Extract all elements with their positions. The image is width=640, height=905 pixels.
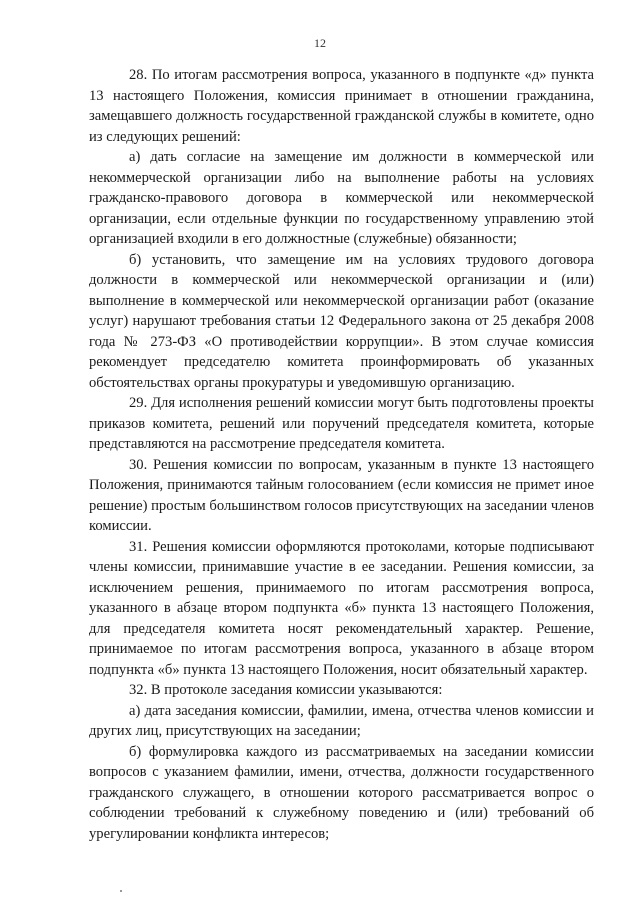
paragraph-32-b: б) формулировка каждого из рассматриваемых на заседании комиссии вопросов с указанием фамилии, имени, отчества, должности государственного гражданского служащего, в отношении которого рассматривается вопрос о соблюдении требований к служебному поведению и (или) требований об урегулировании конфликта интересов;: [89, 743, 594, 842]
paragraph-32-a: а) дата заседания комиссии, фамилии, имена, отчества членов комиссии и других лиц, присутствующих на заседании;: [89, 702, 594, 739]
paragraph-28-a: а) дать согласие на замещение им должности в коммерческой или некоммерческой организации либо на выполнение работы на условиях гражданско-правового договора в коммерческой или некоммерческой организации, если отдельные функции по государственному управлению этой организацией входили в его должностные (служебные) обязанности;: [89, 149, 594, 247]
paragraph-28: 28. По итогам рассмотрения вопроса, указанного в подпункте «д» пункта 13 настоящего Положения, комиссия принимает в отношении гражданина, замещавшего должность государственной гражданской службы в комитете, одно из следующих решений:: [89, 67, 594, 145]
paragraph-29: 29. Для исполнения решений комиссии могут быть подготовлены проекты приказов комитета, решений или поручений председателя комитета, которые представляются на рассмотрение председателя комитета.: [89, 395, 594, 452]
page-number: 12: [314, 36, 326, 50]
paragraph-28-b: б) установить, что замещение им на условиях трудового договора должности в коммерческой или некоммерческой организации и (или) выполнение в коммерческой или некоммерческой организации работ (оказание услуг) нарушают требования статьи 12 Федерального закона от 25 декабря 2008 года № 273-ФЗ «О противодействии коррупции». В этом случае комиссия рекомендует председателю комитета проинформировать об указанных обстоятельствах органы прокуратуры и уведомившую организацию.: [89, 251, 594, 391]
document-body: [89, 65, 594, 844]
paragraph-32: 32. В протоколе заседания комиссии указываются:: [129, 682, 443, 698]
scan-speck: [120, 890, 122, 892]
paragraph-30: 30. Решения комиссии по вопросам, указанным в пункте 13 настоящего Положения, принимаются тайным голосованием (если комиссия не примет иное решение) простым большинством голосов присутствующих на заседании членов комиссии.: [89, 456, 594, 534]
paragraph-31: 31. Решения комиссии оформляются протоколами, которые подписывают члены комиссии, принимавшие участие в ее заседании. Решения комиссии, за исключением решения, принимаемого по итогам рассмотрения вопроса, указанного в абзаце втором подпункта «б» пункта 13 настоящего Положения, для председателя комитета носят рекомендательный характер. Решение, принимаемое по итогам рассмотрения вопроса, указанного в абзаце втором подпункта «б» пункта 13 настоящего Положения, носит обязательный характер.: [89, 538, 594, 678]
